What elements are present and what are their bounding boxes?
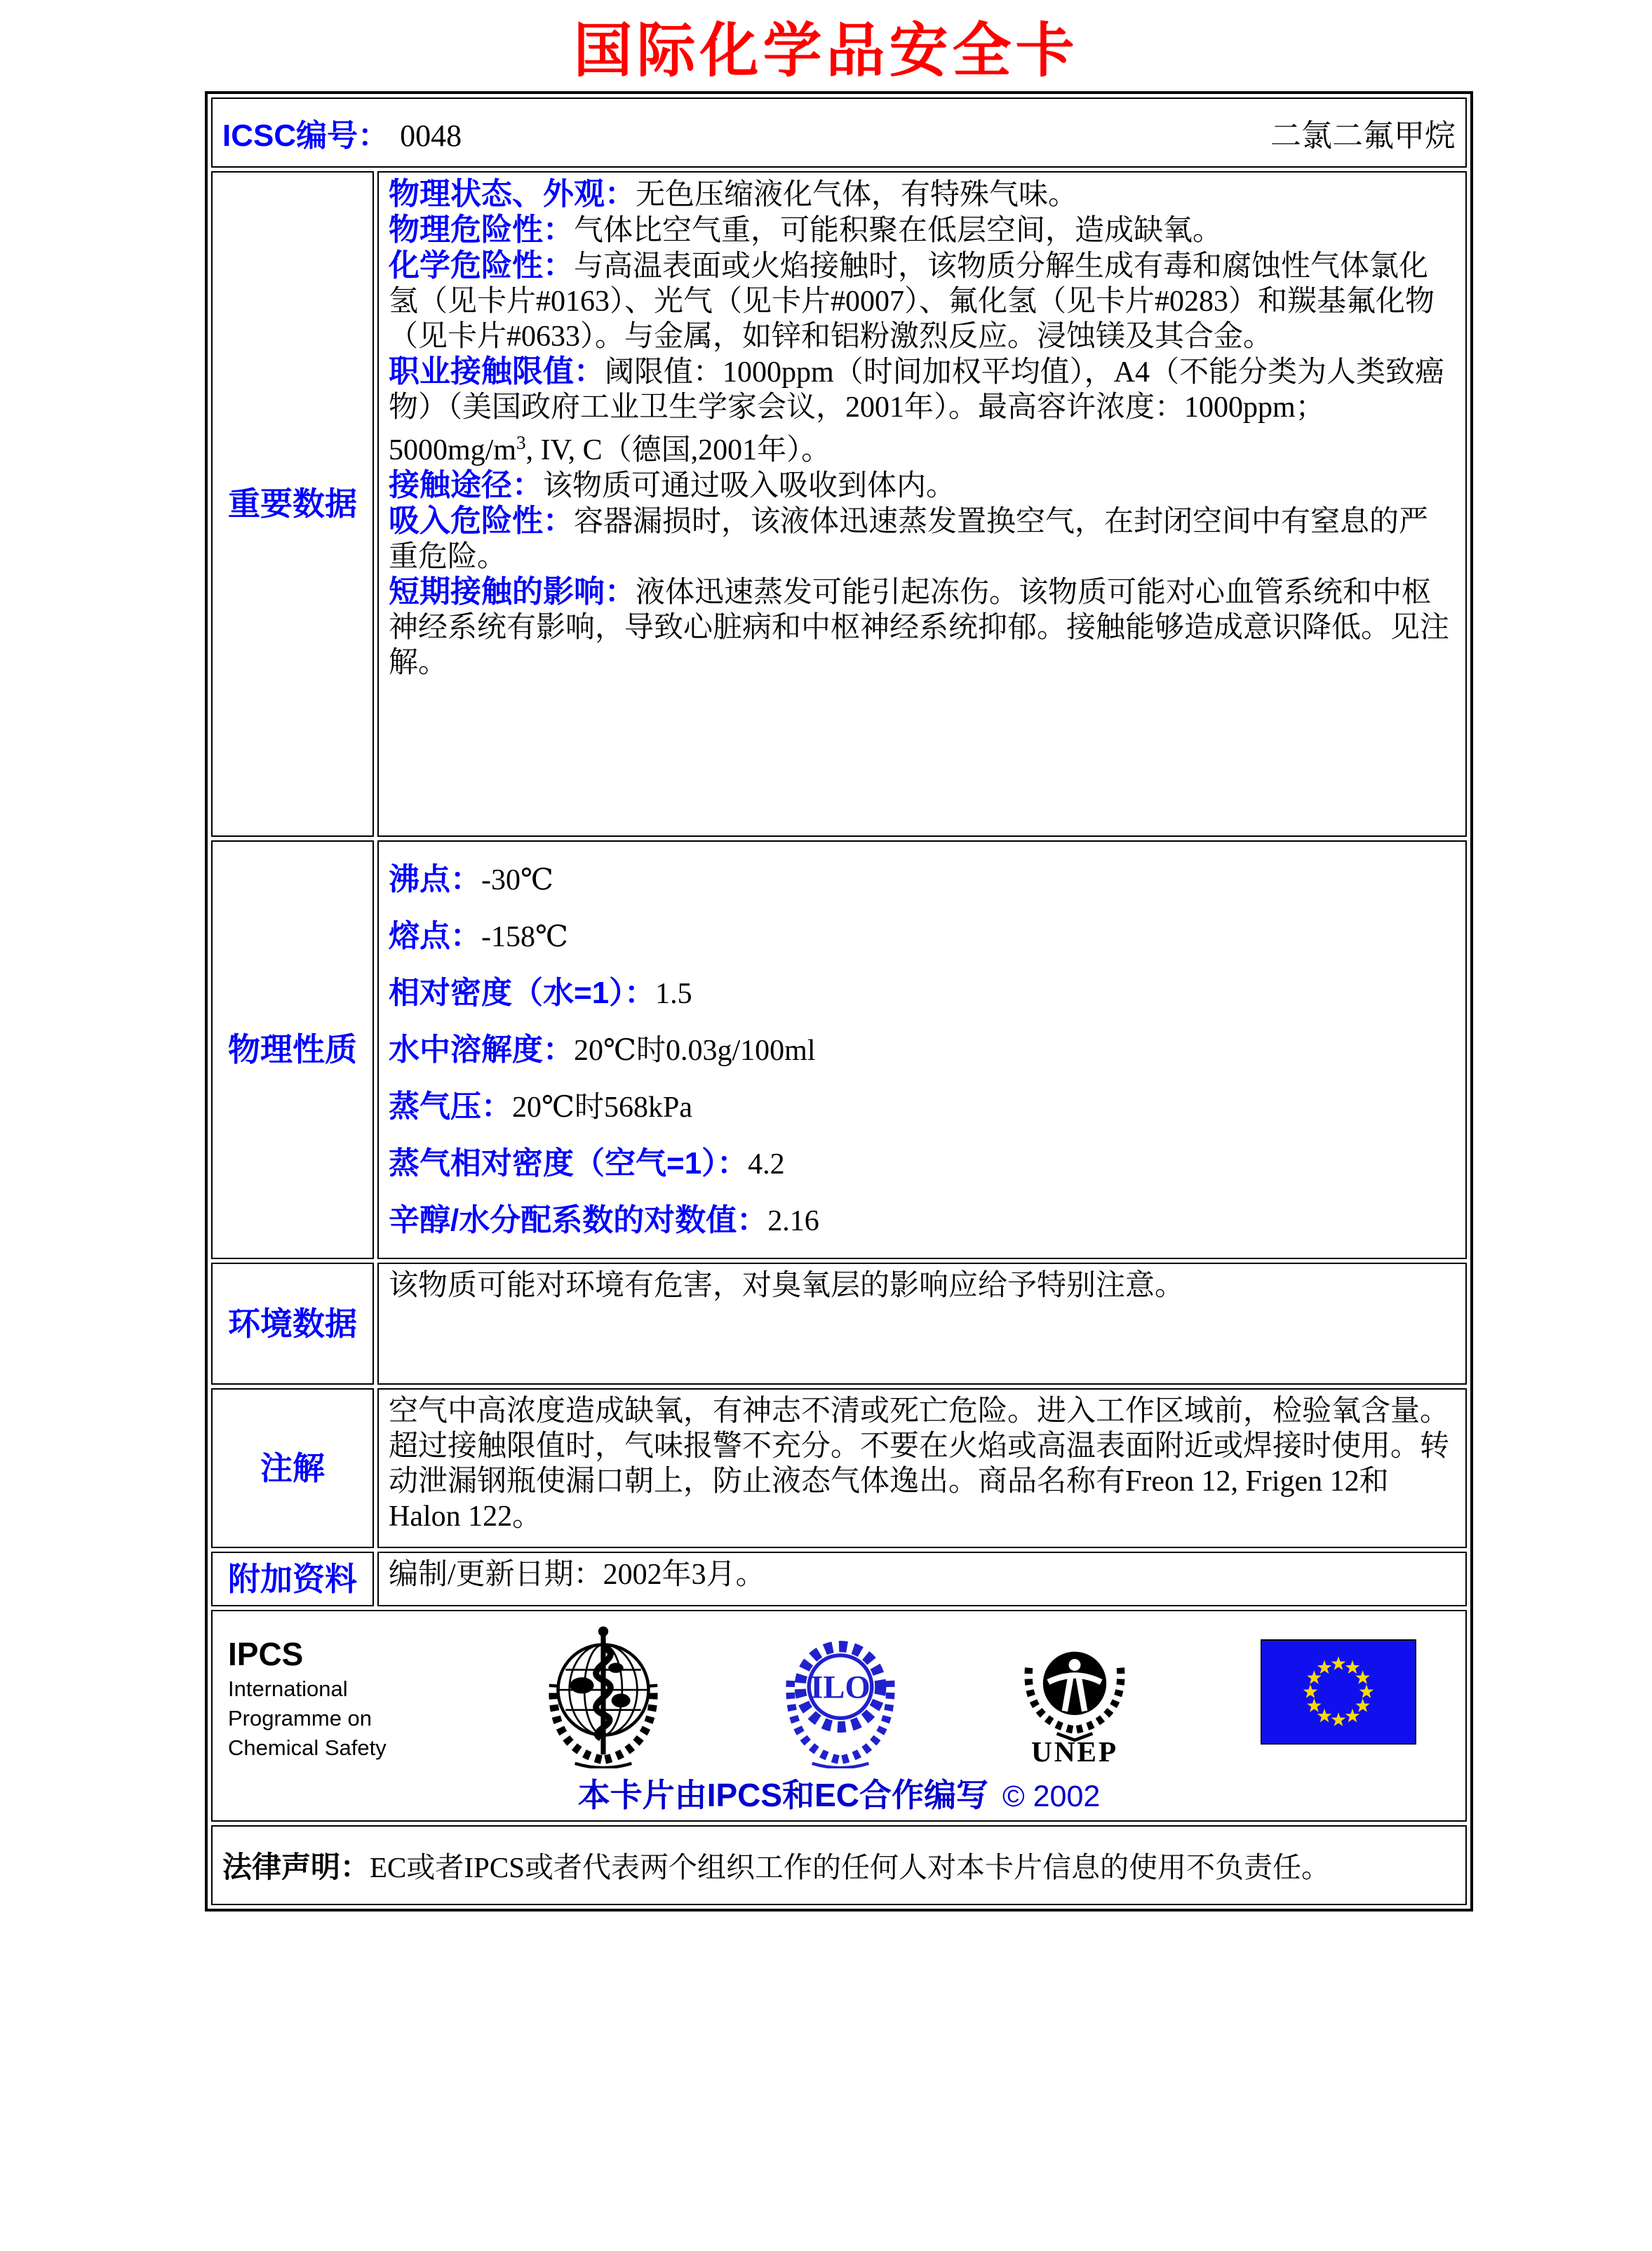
copyright-text: © 2002 (1002, 1780, 1101, 1814)
ipcs-text-block (228, 1618, 387, 1762)
physical-danger-paragraph (389, 213, 1457, 248)
ipcs-line-3: Chemical Safety (228, 1735, 387, 1760)
relative-density-value: 1.5 (655, 978, 692, 1011)
notes-row-label: 注解 (211, 1388, 374, 1548)
ipcs-line-2: Programme on (228, 1705, 372, 1731)
who-emblem-icon (537, 1624, 669, 1768)
vapor-relative-density-label: 蒸气相对密度（空气=1）： (389, 1146, 748, 1181)
boiling-point-label: 沸点： (389, 862, 481, 897)
page-title: 国际化学品安全卡 (573, 18, 1079, 83)
inhalation-risk-paragraph (389, 504, 1457, 574)
inhalation-risk-text: 容器漏损时，该液体迅速蒸发置换空气，在封闭空间中有窒息的严重危险。 (389, 506, 1429, 574)
ilo-emblem-icon (774, 1624, 906, 1768)
legal-notice-text: EC或者IPCS或者代表两个组织工作的任何人对本卡片信息的使用不负责任。 (370, 1851, 1331, 1884)
exposure-route-paragraph (389, 468, 1457, 504)
exposure-route-label: 接触途径： (389, 468, 543, 503)
additional-info-row-label: 附加资料 (211, 1552, 374, 1606)
ipcs-acronym: IPCS (228, 1636, 304, 1673)
chemical-danger-label: 化学危险性： (389, 248, 574, 283)
exposure-limit-label: 职业接触限值： (389, 354, 605, 389)
water-solubility (389, 1022, 1457, 1079)
cooperation-caption-text: 本卡片由IPCS和EC合作编写 (577, 1777, 988, 1814)
chemical-name: 二氯二氟甲烷 (1270, 119, 1456, 154)
icsc-number-label: ICSC编号： (222, 119, 389, 154)
vapor-pressure (389, 1079, 1457, 1136)
icsc-number-group (222, 110, 462, 155)
cooperation-caption (221, 1770, 1457, 1816)
inhalation-risk-label: 吸入危险性： (389, 504, 574, 539)
superscript-3: 3 (516, 432, 526, 454)
logos-row (211, 1610, 1467, 1822)
notes-text: 空气中高浓度造成缺氧，有神志不清或死亡危险。进入工作区域前，检验氧含量。超过接触限值时，气味报警不充分。不要在火焰或高温表面附近或焊接时使用。转动泄漏钢瓶使漏口朝上，防止液态气体逸出。商品名称有Freon 12, Frigen 12和 Halon 122。 (389, 1395, 1450, 1533)
environmental-data-row (211, 1263, 1467, 1385)
water-solubility-value: 20℃时0.03g/100ml (574, 1035, 816, 1068)
vapor-relative-density (389, 1136, 1457, 1192)
exposure-limit-text-after: , IV, C（德国,2001年）。 (525, 434, 831, 467)
legal-notice-label: 法律声明： (222, 1850, 370, 1884)
chemical-danger-text: 与高温表面或火焰接触时，该物质分解生成有毒和腐蚀性气体氯化氢（见卡片#0163）、光气（见卡片#0007）、氟化氢（见卡片#0283）和羰基氟化物（见卡片#0633）。与金属，如锌和铝粉激烈反应。浸蚀镁及其合金。 (389, 250, 1435, 354)
important-data-row-label: 重要数据 (211, 171, 374, 837)
physical-properties-row (211, 840, 1467, 1259)
ilo-monogram-text: ILO (810, 1670, 871, 1707)
vapor-relative-density-value: 4.2 (748, 1148, 785, 1181)
exposure-route-text: 该物质可通过吸入吸收到体内。 (543, 470, 956, 503)
icsc-document-page (0, 18, 1652, 1911)
chemical-danger-paragraph (389, 248, 1457, 354)
short-term-effects-label: 短期接触的影响： (389, 574, 636, 610)
boiling-point (389, 852, 1457, 908)
ipcs-line-1: International (228, 1676, 348, 1701)
physical-state-text: 无色压缩液化气体，有特殊气味。 (636, 179, 1078, 212)
relative-density-label: 相对密度（水=1）： (389, 976, 656, 1011)
exposure-limit-paragraph (389, 354, 1457, 468)
additional-info-text: 编制/更新日期：2002年3月。 (389, 1559, 765, 1592)
important-data-content (377, 171, 1467, 837)
unep-emblem-icon (1019, 1628, 1131, 1768)
physical-state-label: 物理状态、外观： (389, 177, 636, 212)
octanol-water-coefficient (389, 1192, 1457, 1249)
boiling-point-value: -30℃ (481, 864, 553, 897)
short-term-effects-paragraph (389, 574, 1457, 680)
legal-row (211, 1825, 1467, 1905)
octanol-water-coefficient-label: 辛醇/水分配系数的对数值： (389, 1203, 768, 1238)
legal-cell (211, 1825, 1467, 1905)
melting-point-label: 熔点： (389, 919, 481, 954)
environmental-data-row-label: 环境数据 (211, 1263, 374, 1385)
melting-point-value: -158℃ (481, 921, 568, 954)
important-data-row (211, 171, 1467, 837)
environmental-data-text: 该物质可能对环境有危害，对臭氧层的影响应给予特别注意。 (389, 1270, 1185, 1303)
header-cell (211, 98, 1467, 168)
exposure-limit-text: 阈限值：1000ppm（时间加权平均值），A4（不能分类为人类致癌物）（美国政府工业卫生学家会议，2001年）。最高容许浓度：1000ppm；5000mg/m (389, 356, 1445, 467)
unep-caption-text: UNEP (1030, 1735, 1118, 1768)
icsc-card-table (205, 91, 1473, 1911)
header-row (211, 98, 1467, 168)
logos-cell (211, 1610, 1467, 1822)
environmental-data-content (377, 1263, 1467, 1385)
eu-flag-icon (1261, 1639, 1416, 1745)
octanol-water-coefficient-value: 2.16 (767, 1205, 819, 1238)
additional-info-content (377, 1552, 1467, 1606)
physical-danger-text: 气体比空气重，可能积聚在低层空间，造成缺氧。 (574, 215, 1223, 248)
physical-state-paragraph (389, 177, 1457, 213)
water-solubility-label: 水中溶解度： (389, 1033, 574, 1068)
icsc-number-value: 0048 (400, 119, 462, 154)
physical-properties-content (377, 840, 1467, 1259)
melting-point (389, 908, 1457, 965)
physical-danger-label: 物理危险性： (389, 213, 574, 248)
notes-content (377, 1388, 1467, 1548)
short-term-effects-text: 液体迅速蒸发可能引起冻伤。该物质可能对心血管系统和中枢神经系统有影响，导致心脏病和中枢神经系统抑郁。接触能够造成意识降低。见注解。 (389, 577, 1450, 680)
relative-density (389, 965, 1457, 1022)
physical-properties-row-label: 物理性质 (211, 840, 374, 1259)
vapor-pressure-label: 蒸气压： (389, 1089, 512, 1124)
additional-info-row (211, 1552, 1467, 1606)
vapor-pressure-value: 20℃时568kPa (512, 1091, 692, 1124)
notes-row (211, 1388, 1467, 1548)
